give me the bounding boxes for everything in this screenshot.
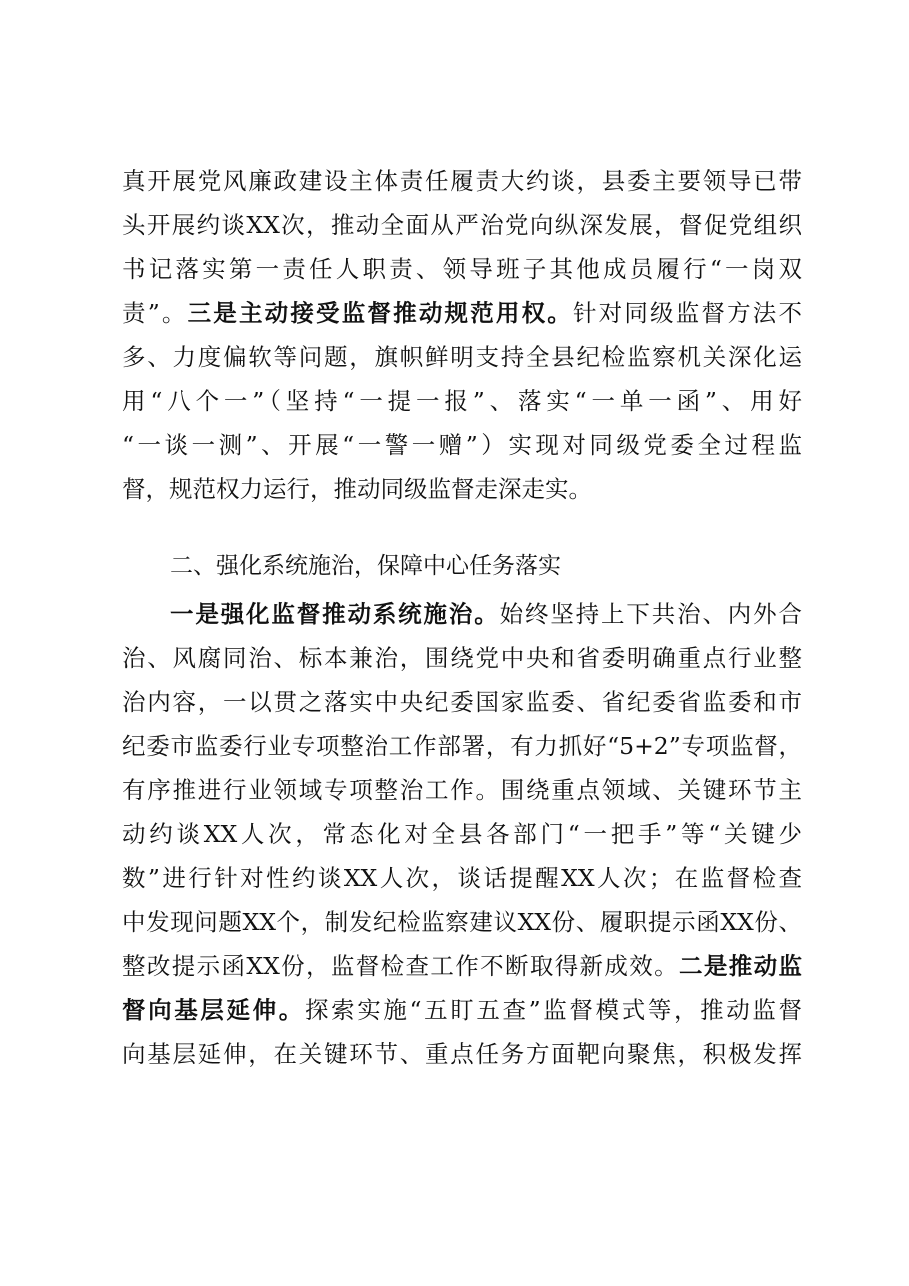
text-line: 治内容，一以贯之落实中央纪委国家监委、省纪委省监委和市: [122, 688, 802, 716]
text-line: 多、力度偏软等问题，旗帜鲜明支持全县纪检监察机关深化运: [122, 343, 802, 371]
text-line: 中发现问题XX个，制发纪检监察建议XX份、履职提示函XX份、: [122, 908, 802, 936]
text-line: 用“八个一”（坚持“一提一报”、落实“一单一函”、用好: [122, 387, 802, 415]
text-line: 纪委市监委行业专项整治工作部署，有力抓好“5+2”专项监督，: [122, 732, 802, 760]
text-span: 针对同级监督方法不: [572, 299, 803, 327]
text-line: 头开展约谈XX次，推动全面从严治党向纵深发展，督促党组织: [122, 211, 802, 239]
bold-text-span: 督向基层延伸。: [122, 996, 305, 1024]
text-line: [122, 988, 802, 1032]
text-line: 有序推进行业领域专项整治工作。围绕重点领域、关键环节主: [122, 776, 802, 804]
text-span: 探索实施“五盯五查”监督模式等，推动监督: [304, 996, 802, 1024]
text-line: 数”进行针对性约谈XX人次，谈话提醒XX人次；在监督检查: [122, 864, 802, 892]
text-line: 书记落实第一责任人职责、领导班子其他成员履行“一岗双: [122, 255, 802, 283]
text-span: 整改提示函XX份，监督检查工作不断取得新成效。: [122, 952, 680, 980]
text-line: 治、风腐同治、标本兼治，围绕党中央和省委明确重点行业整: [122, 644, 802, 672]
bold-text-span: 二是推动监: [679, 952, 802, 980]
text-line: 动约谈XX人次，常态化对全县各部门“一把手”等“关键少: [122, 820, 802, 848]
text-line: “一谈一测”、开展“一警一赠”）实现对同级党委全过程监: [122, 431, 802, 459]
section-heading: 二、强化系统施治，保障中心任务落实: [170, 553, 561, 579]
text-span: 始终坚持上下共治、内外合: [499, 600, 803, 628]
text-line: 真开展党风廉政建设主体责任履责大约谈，县委主要领导已带: [122, 167, 802, 195]
text-line: [122, 944, 802, 988]
bold-text-span: 三是主动接受监督推动规范用权。: [187, 299, 573, 327]
text-span: 责”。: [122, 299, 188, 327]
text-line: [122, 291, 802, 335]
text-line: 向基层延伸，在关键环节、重点任务方面靶向聚焦，积极发挥: [122, 1040, 802, 1068]
text-line: [170, 592, 802, 636]
bold-text-span: 一是强化监督推动系统施治。: [170, 600, 500, 628]
text-line: 督，规范权力运行，推动同级监督走深走实。: [122, 475, 592, 503]
